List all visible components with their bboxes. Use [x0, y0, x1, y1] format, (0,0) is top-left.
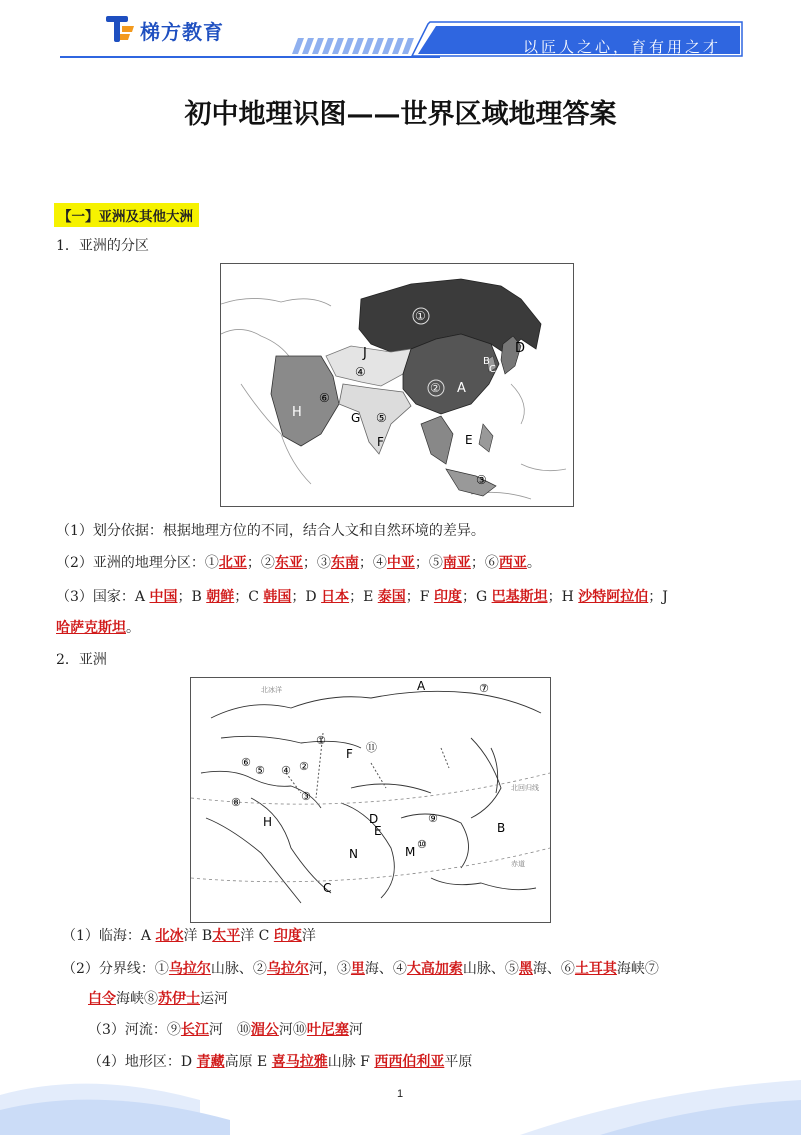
map2-label-D: D: [369, 812, 379, 826]
q2-title: 2．亚洲: [56, 652, 107, 668]
map2-arctic-label: 北冰洋: [261, 686, 282, 694]
q1-p1: （1）划分依据：根据地理方位的不同，结合人文和自然环境的差异。: [56, 523, 485, 539]
map2-label-F: F: [346, 747, 353, 761]
q2-p2: （2）分界线：①乌拉尔山脉、②乌拉尔河，③里海、④大高加索山脉、⑤黑海、⑥土耳其海峡⑦: [62, 961, 659, 977]
map2-label-10: ⑩: [417, 838, 427, 851]
map1-label-C: C: [489, 364, 496, 375]
map2-label-1: ①: [316, 734, 326, 747]
q2-p4: （4）地形区：D 青藏高原 E 喜马拉雅山脉 F 西西伯利亚平原: [88, 1054, 473, 1070]
map1-label-G: G: [351, 411, 361, 425]
map1-label-B: B: [483, 356, 490, 367]
map2-tropic-label: 北回归线: [511, 784, 539, 792]
q1-p3: （3）国家：A 中国；B 朝鲜；C 韩国；D 日本；E 泰国；F 印度；G 巴基斯坦；H 沙特阿拉伯；J: [56, 589, 668, 605]
q2-p1: （1）临海：A 北冰洋 B太平洋 C 印度洋: [62, 928, 316, 944]
map2-label-9: ⑨: [428, 812, 438, 825]
q2-p2-cont: 白令海峡⑧苏伊士运河: [88, 991, 228, 1007]
logo-icon: [104, 14, 136, 46]
map1-label-F: F: [377, 435, 384, 449]
map1-label-D: D: [515, 341, 526, 356]
map2-label-4: ④: [281, 764, 291, 777]
map2-label-E: E: [374, 824, 382, 838]
map2-label-7: ⑦: [479, 682, 489, 695]
asia-regions-map: [220, 263, 574, 507]
map1-label-H: H: [292, 405, 302, 420]
map2-label-11: ⑪: [366, 741, 377, 754]
page-title: 初中地理识图——世界区域地理答案: [184, 99, 617, 130]
map1-label-A: A: [457, 381, 466, 396]
map2-label-3: ③: [301, 790, 311, 803]
q1-title: 1．亚洲的分区: [56, 238, 149, 254]
central-asia-region: [326, 346, 411, 386]
slogan: 以匠人之心，育有用之才: [522, 38, 721, 56]
brand-name: 梯方教育: [140, 20, 224, 44]
map1-label-2: ②: [430, 381, 441, 395]
south-asia-region: [339, 384, 411, 454]
map2-label-6: ⑥: [241, 756, 251, 769]
map1-label-J: J: [363, 346, 367, 361]
map2-label-B: B: [497, 821, 506, 835]
map1-label-1: ①: [415, 309, 426, 323]
map2-label-2: ②: [299, 760, 309, 773]
page-number: 1: [396, 1088, 404, 1100]
map1-label-4: ④: [355, 365, 366, 379]
map2-label-C: C: [323, 881, 332, 895]
map2-label-5: ⑤: [255, 764, 265, 777]
map1-label-6: ⑥: [319, 391, 330, 405]
map2-label-8: ⑧: [231, 796, 241, 809]
q1-p3-cont: 哈萨克斯坦。: [56, 620, 140, 636]
map1-label-5: ⑤: [376, 411, 387, 425]
map2-label-H: H: [263, 815, 273, 829]
map2-label-N: N: [349, 847, 358, 861]
q1-p2: （2）亚洲的地理分区：①北亚；②东亚；③东南；④中亚；⑤南亚；⑥西亚。: [56, 555, 541, 571]
map2-label-M: M: [405, 845, 416, 859]
q2-p3: （3）河流：⑨长江河 ⑩湄公河⑩叶尼塞河: [88, 1022, 363, 1038]
map2-label-A: A: [417, 679, 426, 693]
map2-equator-label: 赤道: [511, 860, 525, 868]
asia-physical-map: [190, 677, 551, 923]
section-heading: 【一】亚洲及其他大洲: [54, 203, 199, 227]
map1-label-E: E: [465, 433, 473, 447]
map1-label-3: ③: [476, 473, 487, 487]
